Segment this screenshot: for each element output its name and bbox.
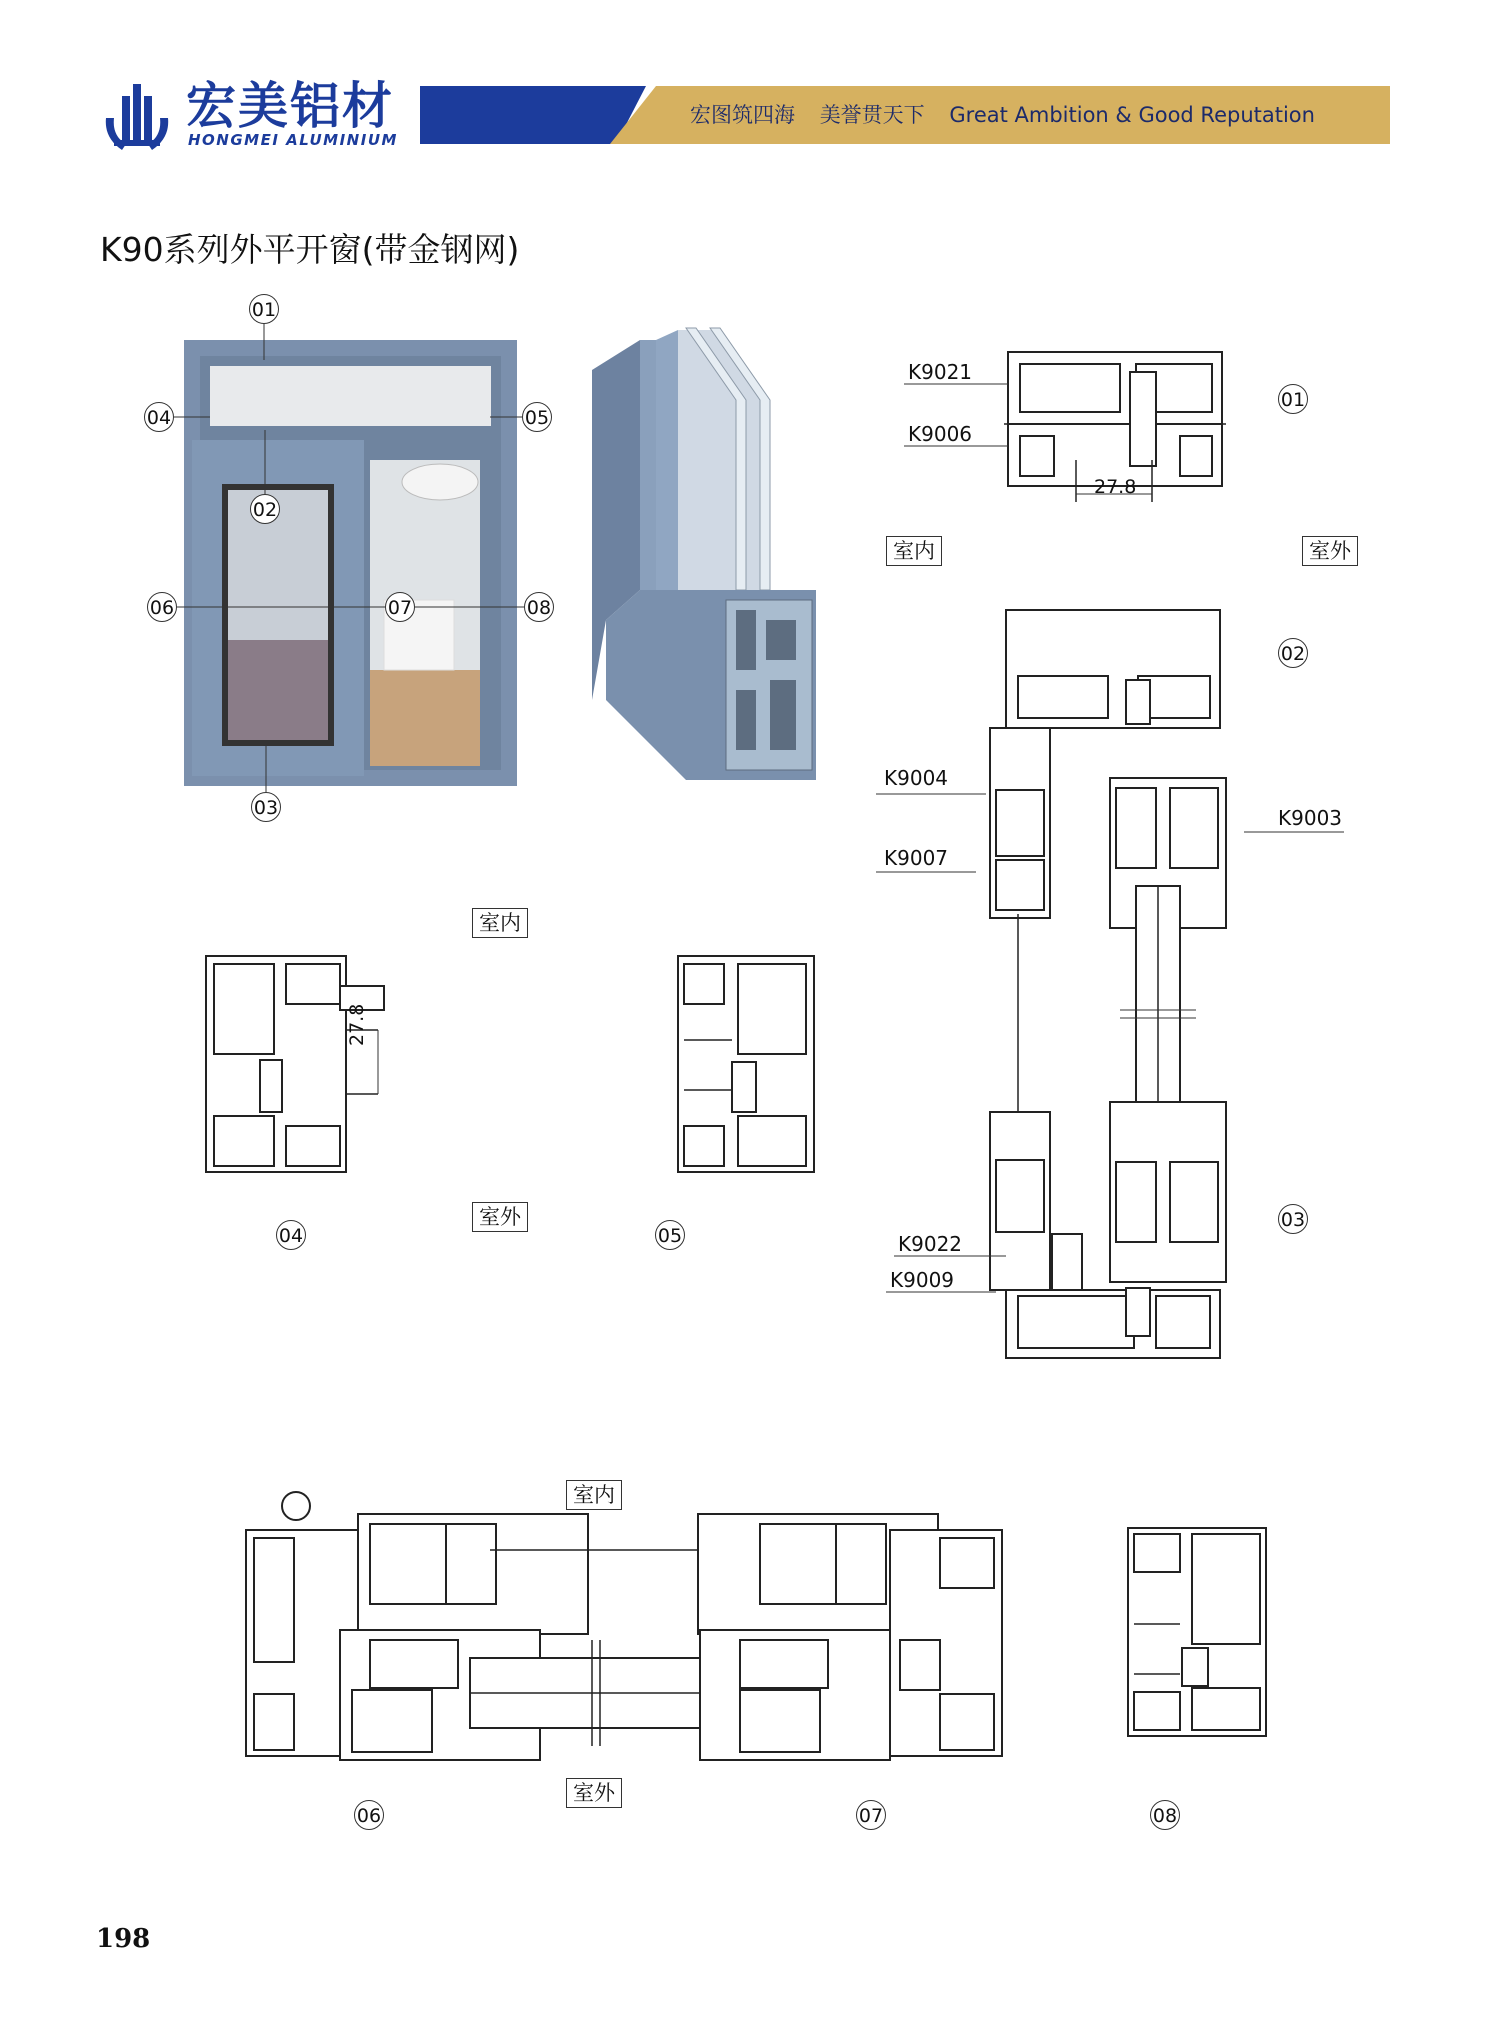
part-label-k9004: K9004 [884,766,949,790]
room-tag-outside-04: 室外 [472,1202,528,1232]
section-drawing-06-07 [240,1490,1010,1770]
part-label-k9009: K9009 [890,1268,955,1292]
page-title: K90系列外平开窗(带金钢网) [100,230,520,269]
callout-06-drawing: 06 [354,1800,384,1830]
part-label-k9003: K9003 [1278,806,1343,830]
part-label-k9021: K9021 [908,360,973,384]
leader-lines-02-03 [876,790,1346,1300]
callout-01: 01 [249,294,279,324]
callout-04-drawing: 04 [276,1220,306,1250]
brand-logo-icon [100,78,174,154]
callout-07-drawing: 07 [856,1800,886,1830]
section-drawing-05 [672,950,822,1180]
callout-03-drawing: 03 [1278,1204,1308,1234]
callout-06: 06 [147,592,177,622]
callout-01-drawing: 01 [1278,384,1308,414]
part-label-k9007: K9007 [884,846,949,870]
callout-07: 07 [385,592,415,622]
room-tag-inside-04: 室内 [472,908,528,938]
profile-corner-render [586,320,826,790]
dimension-27-8-side: 27.8 [346,1003,368,1046]
slogan-cn-2: 美誉贯天下 [819,103,925,127]
callout-08-drawing: 08 [1150,1800,1180,1830]
section-drawing-08 [1124,1524,1270,1740]
dimension-27-8-top: 27.8 [1094,476,1137,498]
section-drawing-04 [200,950,390,1180]
part-label-k9022: K9022 [898,1232,963,1256]
brand-name-cn: 宏美铝材 [186,77,394,135]
header-slogan [690,88,1333,142]
callout-05-drawing: 05 [655,1220,685,1250]
room-tag-inside-01: 室内 [886,536,942,566]
page-number: 198 [96,1924,151,1954]
callout-08: 08 [524,592,554,622]
room-tag-outside-01: 室外 [1302,536,1358,566]
leader-lines-01 [904,380,1014,450]
callout-02: 02 [250,494,280,524]
brand-name-en: HONGMEI ALUMINIUM [188,131,398,149]
part-label-k9006: K9006 [908,422,973,446]
room-tag-inside-06: 室内 [566,1480,622,1510]
callout-02-drawing: 02 [1278,638,1308,668]
slogan-cn-1: 宏图筑四海 [690,103,795,127]
callout-04: 04 [144,402,174,432]
window-product-photo [184,340,517,786]
slogan-en: Great Ambition & Good Reputation [949,103,1315,127]
callout-05: 05 [522,402,552,432]
callout-03: 03 [251,792,281,822]
room-tag-outside-06: 室外 [566,1778,622,1808]
